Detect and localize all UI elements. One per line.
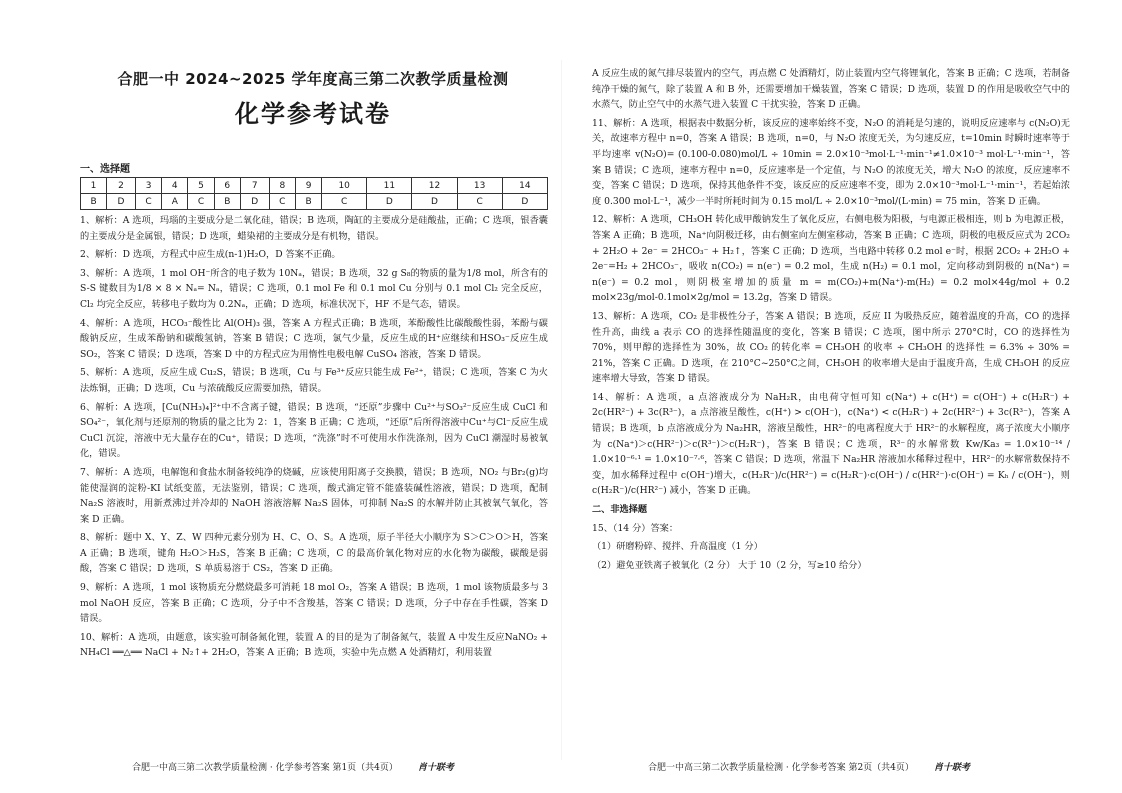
answer-table-number-cell: 10 (322, 178, 367, 194)
explanation-paragraph: 8、解析：题中 X、Y、Z、W 四种元素分别为 H、C、O、S。A 选项，原子半径大小顺序为 S＞C＞O＞H，答案 A 正确；B 选项，键角 H₂O＞H₂S，答案 B 正确；C 选项，C 的最高价氧化物对应的水化物为碳酸，碳酸是弱酸，答案 C 错误；D 选项，S 单质易溶于 CS₂，答案 D 正确。 (80, 532, 548, 575)
answer-table (80, 177, 548, 210)
right-column-body (592, 66, 1070, 576)
school-title: 合肥一中 2024~2025 学年度高三第二次教学质量检测 (117, 70, 509, 88)
answer-table-number-cell: 2 (107, 178, 136, 194)
footer-right-stamp: 肖十联考 (933, 763, 970, 773)
answer-table-number-cell: 7 (240, 178, 269, 194)
footer-right-text: 合肥一中高三第二次教学质量检测 · 化学参考答案 第2页（共4页） (648, 763, 914, 773)
footer-right (648, 760, 970, 773)
answer-table-number-cell: 9 (296, 178, 322, 194)
answer-table-answer-cell: D (240, 194, 269, 210)
answer-table-answer-row (81, 194, 548, 210)
answer-table-answer-cell: B (81, 194, 107, 210)
explanation-paragraph: 2、解析：D 选项，方程式中应生成(n-1)H₂O，D 答案不正确。 (80, 249, 341, 261)
answer-table-answer-cell: D (502, 194, 547, 210)
answer-table-number-cell: 4 (162, 178, 188, 194)
document-title: 化学参考试卷 (235, 99, 391, 128)
answer-table-number-cell: 3 (135, 178, 161, 194)
footer-left-text: 合肥一中高三第二次教学质量检测 · 化学参考答案 第1页（共4页） (132, 763, 398, 773)
footer-left-stamp: 肖十联考 (417, 763, 454, 773)
q15-heading: 15、（14 分）答案： (592, 522, 679, 534)
explanation-paragraph: 1、解析：A 选项，玛瑙的主要成分是二氧化硅，错误；B 选项，陶缸的主要成分是硅酸盐，正确；C 选项，银香囊的主要成分是金属银，错误；D 选项，蜡染裙的主要成分是有机物，错误。 (80, 215, 548, 242)
answer-table-number-cell: 11 (367, 178, 412, 194)
answer-table-answer-cell: C (457, 194, 502, 210)
answer-table-answer-cell: A (162, 194, 188, 210)
answer-table-answer-cell: C (135, 194, 161, 210)
answer-table-answer-cell: C (269, 194, 295, 210)
q15-answer-1: （1）研磨粉碎、搅拌、升高温度（1 分） (592, 541, 763, 553)
answer-table-answer-cell: B (214, 194, 240, 210)
answer-table-number-cell: 6 (214, 178, 240, 194)
answer-table-number-row (81, 178, 548, 194)
answer-table-number-cell: 1 (81, 178, 107, 194)
footer-left (132, 760, 454, 773)
explanation-paragraph: 9、解析：A 选项，1 mol 该物质充分燃烧最多可消耗 18 mol O₂，答案 A 错误；B 选项，1 mol 该物质最多与 3 mol NaOH 反应，答案 B 正确；C 选项，分子中不含羧基，答案 C 错误；D 选项，分子中存在手性碳，答案 D 错误。 (80, 582, 548, 625)
q15-answer-2: （2）避免亚铁离子被氧化（2 分） 大于 10（2 分，写≥10 给分） (592, 559, 867, 571)
answer-table-answer-cell: D (412, 194, 457, 210)
answer-table-number-cell: 14 (502, 178, 547, 194)
answer-table-answer-cell: C (322, 194, 367, 210)
explanation-paragraph: 4、解析：A 选项，HCO₃⁻酸性比 Al(OH)₃ 强，答案 A 方程式正确；B 选项，苯酚酸性比碳酸酸性弱，苯酚与碳酸钠反应，生成苯酚钠和碳酸氢钠，答案 B 错误；C 选项，氯气少量，反应生成的H⁺应继续和HSO₃⁻反应生成 SO₂，答案 C 错误；D 选项，答案 D 中的方程式应为用惰性电极电解 CuSO₄ 溶液，答案 D 错误。 (80, 317, 548, 360)
explanation-paragraph: 7、解析：A 选项，电解饱和食盐水制备较纯净的烧碱，应该使用阳离子交换膜，错误；B 选项，NO₂ 与Br₂(g)均能使湿润的淀粉-KI 试纸变蓝，无法鉴别，错误；C 选项，酸式滴定管不能盛装碱性溶液，错误；D 选项，配制 Na₂S 溶液时，用新煮沸过并冷却的 NaOH 溶液溶解 Na₂S 固体，可抑制 Na₂S 的水解并防止其被氧气氧化，答案 D 正确。 (80, 466, 548, 525)
answer-table-number-cell: 8 (269, 178, 295, 194)
explanation-paragraph: 6、解析：A 选项，[Cu(NH₃)₄]²⁺中不含离子键，错误；B 选项，“还原”步骤中 Cu²⁺与SO₃²⁻反应生成 CuCl 和SO₄²⁻，氧化剂与还原剂的物质的量之比为 2：1，答案 B 正确；C 选项，“还原”后所得溶液中Cu⁺与Cl⁻反应生成 CuCl 沉淀，溶液中无大量存在的Cu⁺，错误；D 选项，“洗涤”时不可使用水作洗涤剂，因为 CuCl 潮湿时易被氧化，错误。 (80, 401, 548, 460)
explanation-paragraph: 14、解析：A 选项，a 点溶液成分为 NaH₂R，由电荷守恒可知 c(Na⁺) + c(H⁺) = c(OH⁻) + c(H₂R⁻) + 2c(HR²⁻) + 3c(R³⁻)，a 点溶液呈酸性，c(H⁺) > c(OH⁻)，c(Na⁺) < c(H₂R⁻) + 2c(HR²⁻) + 3c(R³⁻)，答案 A 错误；B 选项，b 点溶液成分为 Na₂HR，溶液呈酸性，HR²⁻的电离程度大于 HR²⁻的水解程度，离子浓度大小顺序为 c(Na⁺)＞c(HR²⁻)＞c(R³⁻)＞c(H₂R⁻)，答案 B 错误；C 选项，R³⁻的水解常数 Kw/Ka₃ = 1.0×10⁻¹⁴ / 1.0×10⁻⁶·¹ = 1.0×10⁻⁷·⁶，答案 C 错误；D 选项，常温下 Na₂HR 溶液加水稀释过程中，HR²⁻的水解常数保持不变，加水稀释过程中 c(OH⁻)增大，c(H₂R⁻)/c(HR²⁻) = c(H₂R⁻)·c(OH⁻) / c(HR²⁻)·c(OH⁻) = Kₕ / c(OH⁻)，则 c(H₂R⁻)/c(HR²⁻) 减小，答案 D 正确。 (592, 391, 1070, 497)
explanation-paragraph: 5、解析：A 选项，反应生成 Cu₂S，错误；B 选项，Cu 与 Fe³⁺反应只能生成 Fe²⁺，错误；C 选项，答案 C 为火法炼铜，正确；D 选项，Cu 与浓硫酸反应需要加热，错误。 (80, 367, 548, 394)
answer-table-number-cell: 5 (188, 178, 214, 194)
answer-table-number-cell: 12 (412, 178, 457, 194)
explanation-paragraph: 12、解析：A 选项，CH₃OH 转化成甲酸钠发生了氧化反应，右侧电极为阳极，与电源正极相连，则 b 为电源正极，答案 A 正确；B 选项，Na⁺向阴极迁移，由右侧室向左侧室移动，答案 B 正确；C 选项，阴极的电极反应式为 2CO₂ + 2H₂O + 2e⁻ = 2HCO₃⁻ + H₂↑，答案 C 正确；D 选项，当电路中转移 0.2 mol e⁻时，根据 2CO₂ + 2H₂O + 2e⁻=H₂ + 2HCO₃⁻，吸收 n(CO₂) = n(e⁻) = 0.2 mol，生成 n(H₂) = 0.1 mol，定向移动到阴极的 n(Na⁺) = n(e⁻) = 0.2 mol，则阴极室增加的质量 m = m(CO₂)+m(Na⁺)-m(H₂) = 0.2 mol×44g/mol + 0.2 mol×23g/mol-0.1mol×2g/mol = 13.2g，答案 D 错误。 (592, 214, 1070, 304)
answer-table-answer-cell: D (367, 194, 412, 210)
explanation-paragraph: A 反应生成的氮气排尽装置内的空气，再点燃 C 处酒精灯，防止装置内空气将锂氧化，答案 B 正确；C 选项，若制备纯净干燥的氮气，除了装置 A 和 B 外，还需要增加干燥装置，答案 C 错误；D 选项，装置 D 的作用是吸收空气中的水蒸气，防止空气中的水蒸气进入装置 C 干扰实验，答案 D 正确。 (592, 68, 1070, 111)
column-divider (561, 60, 562, 760)
explanation-paragraph: 3、解析：A 选项，1 mol OH⁻所含的电子数为 10Nₐ，错误；B 选项，32 g S₈的物质的量为1/8 mol，所含有的 S-S 键数目为1/8 × 8 × Nₐ= Nₐ，错误；C 选项，0.1 mol Fe 和 0.1 mol Cu 分别与 0.1 mol Cl₂ 完全反应，Cl₂ 均完全反应，转移电子数均为 0.2Nₐ，正确；D 选项，标准状况下，HF 不是气态，错误。 (80, 267, 548, 310)
answer-table-answer-cell: B (296, 194, 322, 210)
answer-table-answer-cell: C (188, 194, 214, 210)
explanation-paragraph: 11、解析：A 选项，根据表中数据分析，该反应的速率始终不变，N₂O 的消耗是匀速的，说明反应速率与 c(N₂O)无关，故速率方程中 n=0，答案 A 错误；B 选项，n=0，与 N₂O 浓度无关，为匀速反应，t=10min 时瞬时速率等于平均速率 v(N₂O)= (0.100-0.080)mol/L ÷ 10min = 2.0×10⁻³mol·L⁻¹·min⁻¹≠1.0×10⁻³ mol·L⁻¹·min⁻¹，答案 B 错误；C 选项，速率方程中 n=0，反应速率是一个定值，与 N₂O 的浓度无关，增大 N₂O 的浓度，反应速率不变，答案 C 错误；D 选项，保持其他条件不变，该反应的反应速率不变，即为 2.0×10⁻³mol·L⁻¹·min⁻¹，若起始浓度 0.300 mol·L⁻¹，减少一半时所耗时间为 0.15 mol/L ÷ 2.0×10⁻³mol/(L·min) = 75 min，答案 D 正确。 (592, 117, 1070, 207)
answer-table-number-cell: 13 (457, 178, 502, 194)
right-column-paragraphs (592, 66, 1070, 499)
left-column-body (80, 213, 548, 664)
section-multiple-choice-title: 一、选择题 (80, 164, 130, 175)
explanation-paragraph: 10、解析：A 选项，由题意，该实验可制备氮化锂，装置 A 的目的是为了制备氮气，装置 A 中发生反应NaNO₂ + NH₄Cl ══△══ NaCl + N₂↑+ 2H₂O，答案 A 正确；B 选项，实验中先点燃 A 处酒精灯，利用装置 (80, 631, 548, 659)
explanation-paragraph: 13、解析：A 选项，CO₂ 是非极性分子，答案 A 错误；B 选项，反应 II 为吸热反应，随着温度的升高，CO 的选择性升高，曲线 a 表示 CO 的选择性随温度的变化，答案 B 错误；C 选项，图中所示 270°C时，CO 的选择性为 70%，则甲醇的选择性为 30%，故 CO₂ 的转化率 = CH₃OH 的收率 ÷ CH₃OH 的选择性 = 6.3% ÷ 30% = 21%，答案 C 正确。D 选项，在 210°C~250°C之间，CH₃OH 的收率增大是由于温度升高，生成 CH₃OH 的反应速率增大导致，答案 D 错误。 (592, 310, 1070, 385)
section-non-choice-title: 二、非选择题 (592, 504, 648, 516)
answer-table-answer-cell: D (107, 194, 136, 210)
